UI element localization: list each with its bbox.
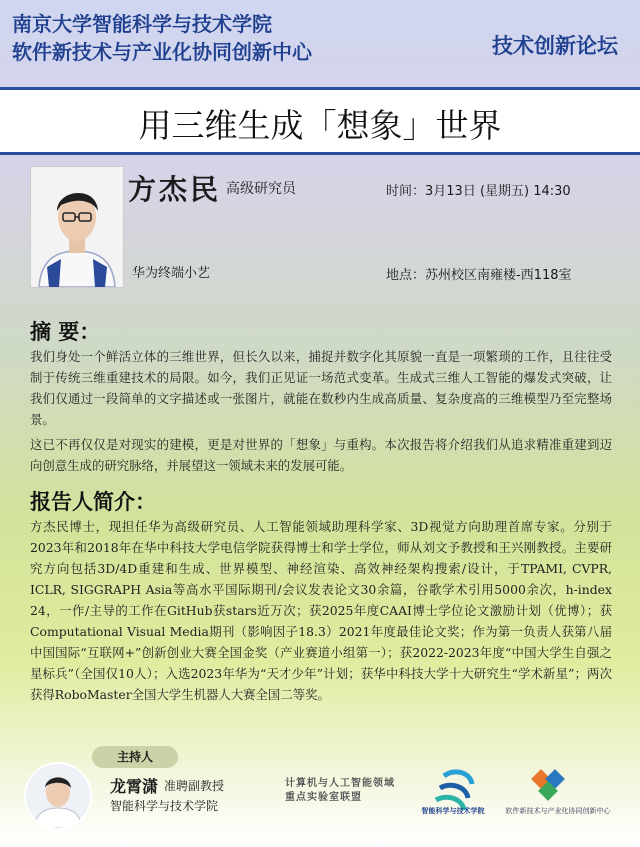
host-photo — [24, 762, 92, 830]
school-logo-icon — [410, 768, 506, 828]
host-tag: 主持人 — [92, 746, 178, 768]
host-name: 龙霄潇 — [110, 777, 159, 796]
abstract-heading: 摘 要： — [30, 320, 101, 344]
bio-heading: 报告人简介： — [30, 490, 156, 514]
talk-place: 地点：苏州校区南雍楼-西118室 — [386, 268, 572, 283]
person-avatar-icon — [31, 167, 123, 287]
lab-line-2: 重点实验室联盟 — [285, 792, 362, 803]
lab-alliance-logo — [285, 777, 395, 805]
speaker-rank: 高级研究员 — [226, 181, 296, 197]
abstract-paragraph-2: 这已不再仅仅是对现实的建模，更是对世界的「想象」与重构。本次报告将介绍我们从追求精准重建到迈向创意生成的研究脉络，并展望这一领域未来的发展可能。 — [30, 437, 612, 473]
talk-time: 时间：3月13日 (星期五) 14:30 — [386, 184, 571, 199]
organizer — [12, 10, 312, 66]
center-logo-icon — [528, 766, 568, 806]
forum-name: 技术创新论坛 — [492, 34, 618, 58]
school-logo-text: 智能科学与技术学院 — [421, 807, 485, 815]
lab-line-1: 计算机与人工智能领域 — [285, 778, 395, 789]
center-logo-text: 软件新技术与产业化协同创新中心 — [505, 807, 611, 815]
host-avatar-icon — [26, 764, 90, 828]
org-line-2: 软件新技术与产业化协同创新中心 — [12, 40, 312, 64]
header — [0, 0, 640, 87]
speaker-affiliation: 华为终端小艺 — [132, 266, 211, 281]
title-band — [0, 87, 640, 155]
talk-title: 用三维生成「想象」世界 — [138, 106, 502, 145]
org-line-1: 南京大学智能科学与技术学院 — [12, 12, 272, 36]
host-title: 准聘副教授 — [164, 779, 225, 793]
host-org: 智能科学与技术学院 — [110, 799, 219, 813]
bio-paragraph: 方杰民博士，现担任华为高级研究员、人工智能领域助理科学家、3D视觉方向助理首席专家。分别于2023年和2018年在华中科技大学电信学院获得博士和学士学位，师从刘文予教授和王兴刚教授。主要研究方向包括3D/4D重建和生成、世界模型、神经渲染、高效神经架构搜索/设计，于TPAMI, CVPR, ICLR, SIGGRAPH Asia等高水平国际期刊/会议发表论文30余篇，谷歌学术引用5000余次，h-index 24，一作/主导的工作在GitHub获stars近万次；获2025年度CAAI博士学位论文激励计划（优博）；获Computational Visual Media期刊（影响因子18.3）2021年度最佳论文奖；作为第一负责人获第八届中国国际“互联网+”创新创业大赛全国金奖（产业赛道小组第一）；获2022-2023年度“中国大学生自强之星标兵”（全国仅10人）；入选2023年华为“天才少年”计划；获华中科技大学十大研究生“学术新星”；两次获得RoboMaster全国大学生机器人大赛全国二等奖。 — [30, 519, 612, 702]
speaker-name: 方杰民 — [128, 173, 222, 206]
abstract-paragraph-1: 我们身处一个鲜活立体的三维世界，但长久以来，捕捉并数字化其原貌一直是一项繁琐的工作，且往往受制于传统三维重建技术的局限。如今，我们正见证一场范式变革。生成式三维人工智能的爆发式突破，让我们仅通过一段简单的文字描述或一张图片，就能在数秒内生成高质量、复杂度高的三维模型乃至完整场景。 — [30, 349, 612, 427]
speaker-photo — [30, 166, 124, 288]
